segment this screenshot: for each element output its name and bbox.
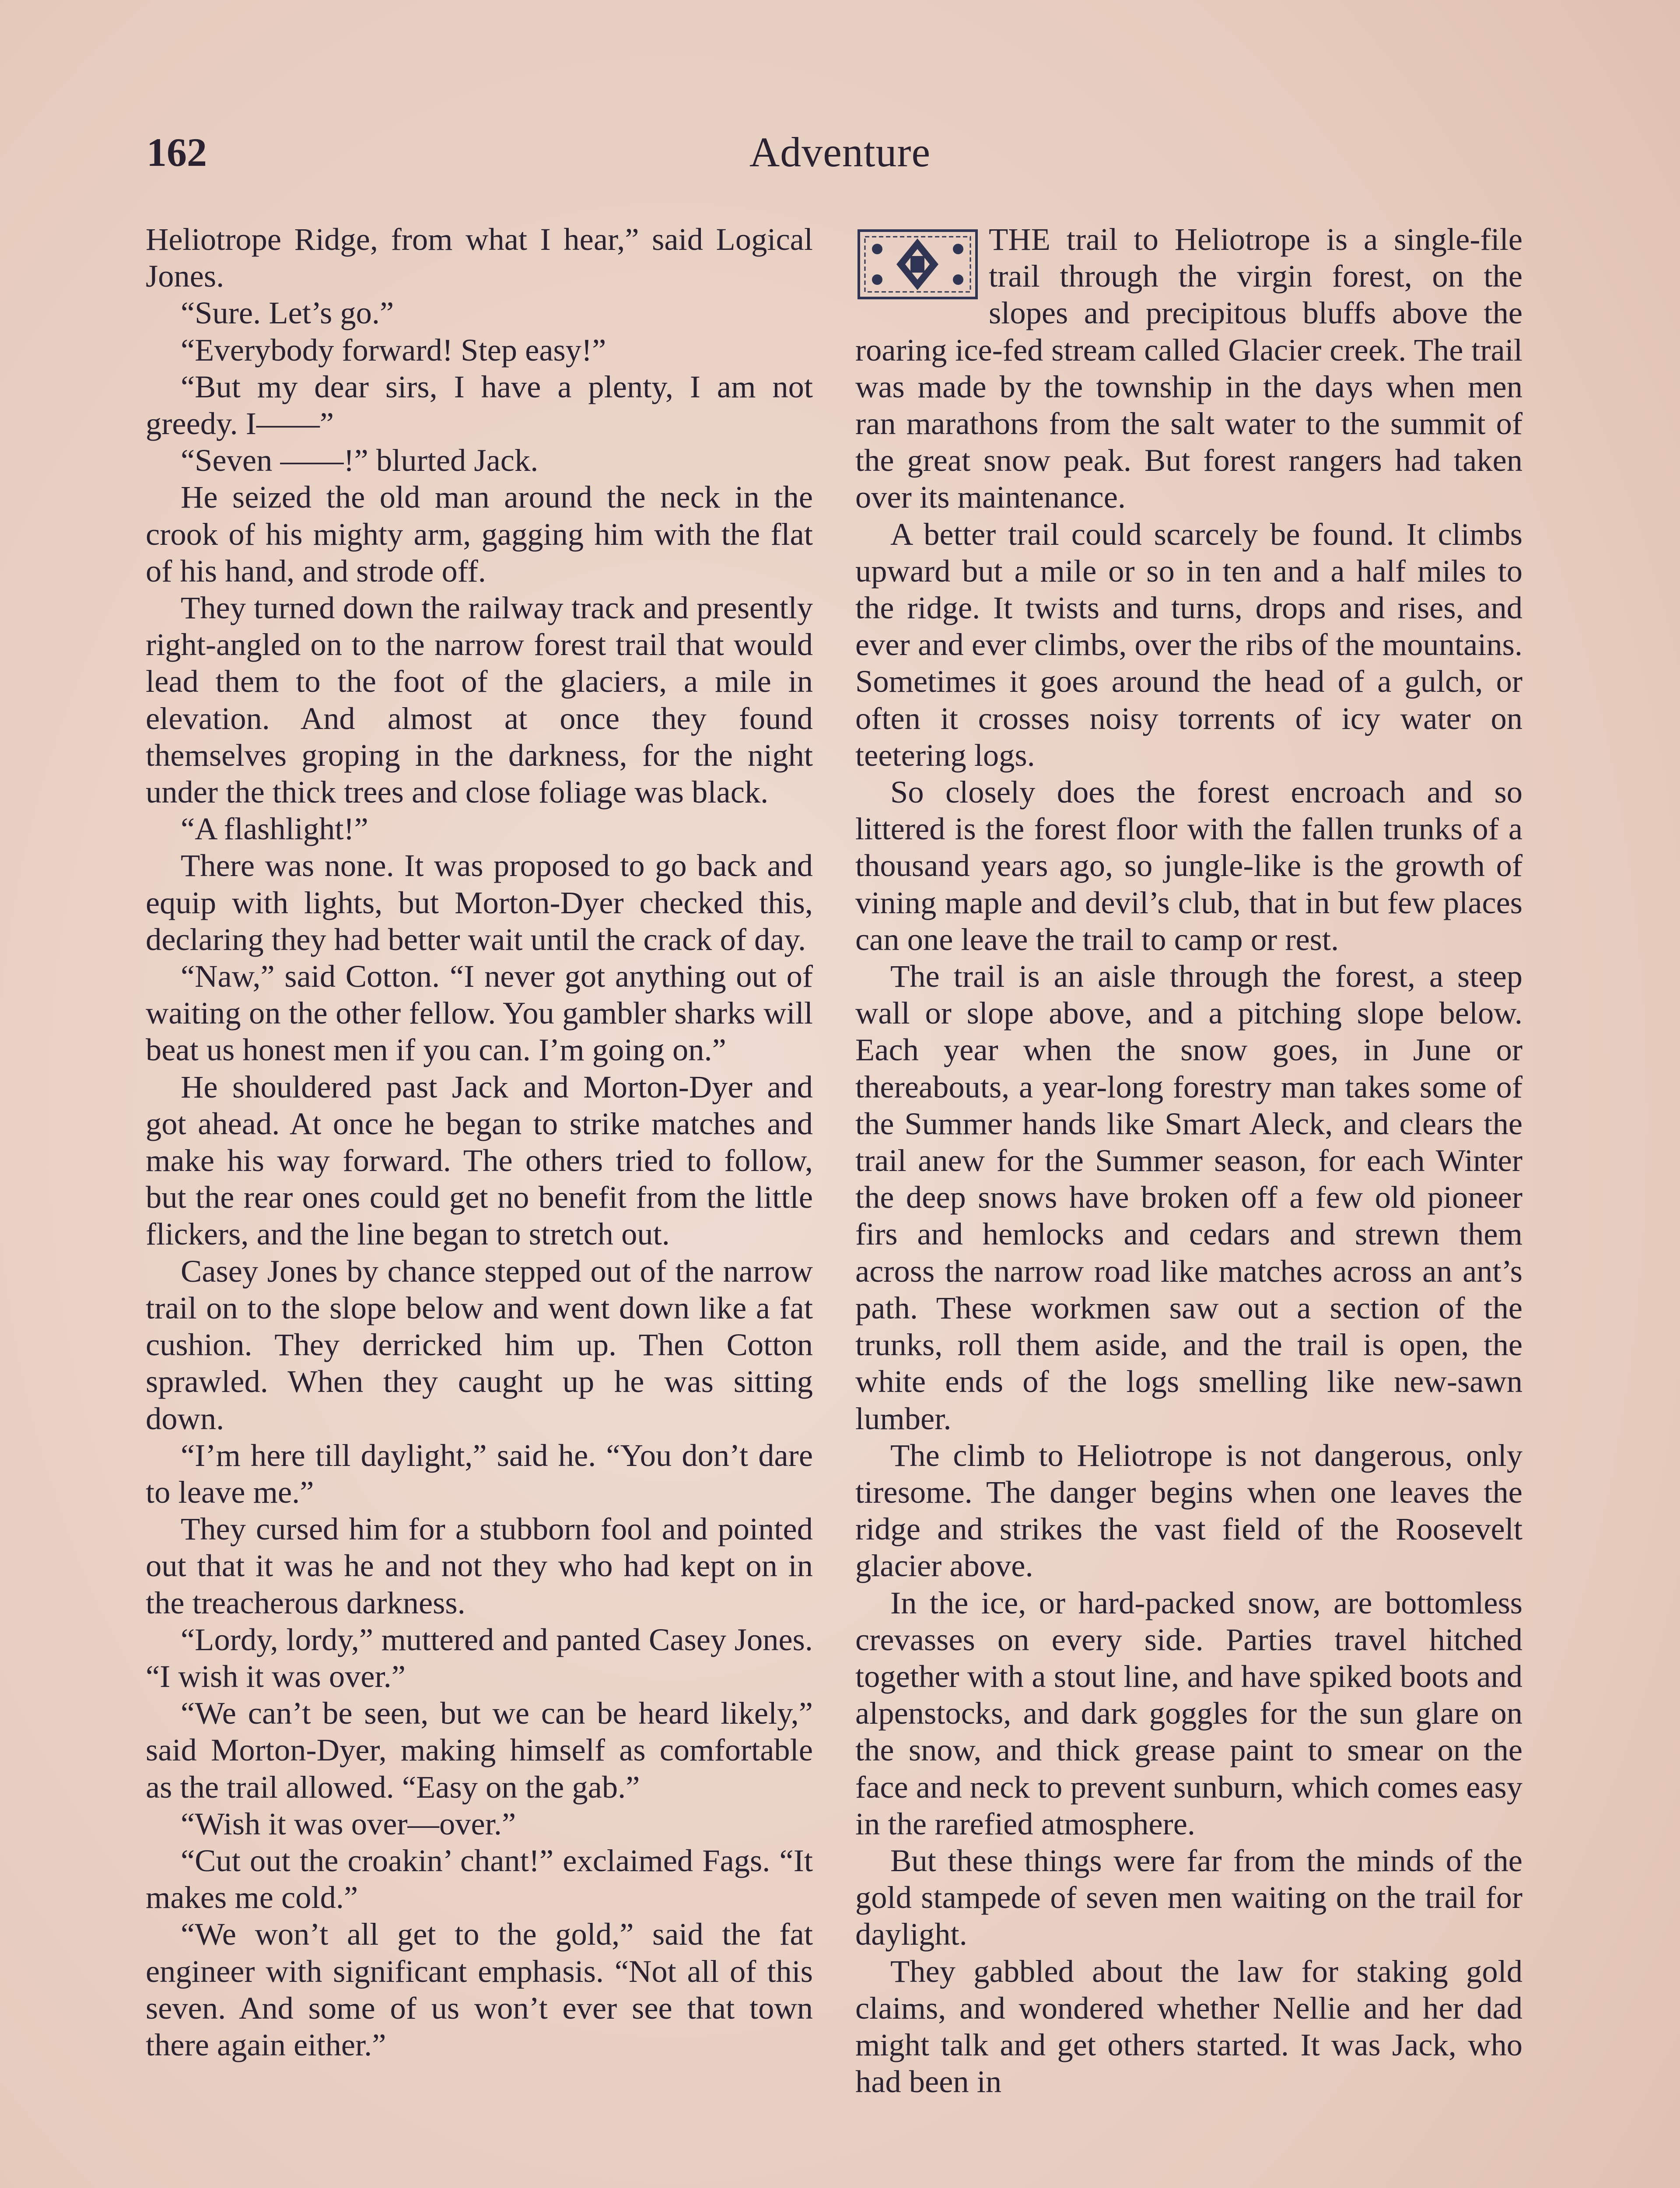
paragraph: “We can’t be seen, but we can be heard likely,” said Morton-Dyer, making himself as comfortable as the trail allowed. “Easy on the gab.”	[146, 1695, 813, 1805]
paragraph: Casey Jones by chance stepped out of the narrow trail on to the slope below and went down like a fat cushion. They derricked him up. Then Cotton sprawled. When they caught up he was sitting down.	[146, 1253, 813, 1436]
paragraph: The trail is an aisle through the forest, a steep wall or slope above, and a pitching slope below. Each year when the snow goes, in June or thereabouts, a year-long forestry man takes some of the Summer hands like Smart Aleck, and clears the trail anew for the Summer season, for each Winter the deep snows have broken off a few old pioneer firs and hemlocks and cedars and strewn them across the narrow road like matches across an ant’s path. These workmen saw out a section of the trunks, roll them aside, and the trail is open, the white ends of the logs smelling like new-sawn lumber.	[855, 958, 1522, 1436]
paragraph: So closely does the forest encroach and so littered is the forest floor with the fallen trunks of a thousand years ago, so jungle-like is the growth of vining maple and devil’s club, that in but few places can one leave the trail to camp or rest.	[855, 774, 1522, 957]
paragraph: But these things were far from the minds of the gold stampede of seven men waiting on the trail for daylight.	[855, 1842, 1522, 1952]
paragraph: He shouldered past Jack and Morton-Dyer and got ahead. At once he began to strike matches and make his way forward. The others tried to follow, but the rear ones could get no benefit from the little flickers, and the line began to stretch out.	[146, 1069, 813, 1252]
ornamental-initial-icon	[855, 227, 980, 302]
running-head: Adventure	[749, 129, 931, 175]
paragraph: They turned down the railway track and presently right-angled on to the narrow forest trail that would lead them to the foot of the glaciers, a mile in elevation. And almost at once they found themselves groping in the darkness, for the night under the thick trees and close foliage was black.	[146, 590, 813, 810]
paragraph: “I’m here till daylight,” said he. “You don’t dare to leave me.”	[146, 1437, 813, 1510]
paragraph: A better trail could scarcely be found. It climbs upward but a mile or so in ten and a half miles to the ridge. It twists and turns, drops and rises, and ever and ever climbs, over the ribs of the mountains. Sometimes it goes around the head of a gulch, or often it crosses noisy torrents of icy water on teetering logs.	[855, 516, 1522, 773]
paragraph: “Wish it was over—over.”	[181, 1806, 516, 1841]
paragraph: He seized the old man around the neck in the crook of his mighty arm, gagging him with the flat of his hand, and strode off.	[146, 479, 813, 589]
right-text-column	[855, 221, 1522, 2100]
paragraph: There was none. It was proposed to go back and equip with lights, but Morton-Dyer checked this, declaring they had better wait until the crack of day.	[146, 848, 813, 957]
paragraph: “Cut out the croakin’ chant!” exclaimed Fags. “It makes me cold.”	[146, 1842, 813, 1915]
paragraph: In the ice, or hard-packed snow, are bottomless crevasses on every side. Parties travel hitched together with a stout line, and have spiked boots and alpenstocks, and dark goggles for the sun glare on the snow, and thick grease paint to smear on the face and neck to prevent sunburn, which comes easy in the rarefied atmosphere.	[855, 1585, 1522, 1841]
paragraph: “We won’t all get to the gold,” said the fat engineer with significant emphasis. “Not all of this seven. And some of us won’t ever see that town there again either.”	[146, 1916, 813, 2062]
paragraph: “A flashlight!”	[181, 811, 368, 847]
paragraph-text: THE trail to Heliotrope is a single-file trail through the virgin forest, on the slopes and precipitous bluffs above the roaring ice-fed stream called Glacier creek. The trail was made by the township in the days when men ran marathons from the salt water to the summit of the great snow peak. But forest rangers had taken over its maintenance.	[855, 221, 1522, 515]
paragraph: “Lordy, lordy,” muttered and panted Casey Jones. “I wish it was over.”	[146, 1621, 813, 1694]
paragraph: “But my dear sirs, I have a plenty, I am not greedy. I——”	[146, 368, 813, 442]
section-opening-paragraph	[855, 221, 1522, 516]
page-number: 162	[147, 130, 207, 175]
paragraph: Heliotrope Ridge, from what I hear,” said Logical Jones.	[146, 221, 813, 294]
paragraph: They gabbled about the law for staking gold claims, and wondered whether Nellie and her dad might talk and get others started. It was Jack, who had been in	[855, 1953, 1522, 2100]
paragraph: “Seven ——!” blurted Jack.	[181, 442, 539, 478]
left-text-column	[146, 221, 813, 2063]
paragraph: The climb to Heliotrope is not dangerous, only tiresome. The danger begins when one leaves the ridge and strikes the vast field of the Roosevelt glacier above.	[855, 1437, 1522, 1584]
paragraph: They cursed him for a stubborn fool and pointed out that it was he and not they who had kept on in the treacherous darkness.	[146, 1511, 813, 1620]
paragraph: “Everybody forward! Step easy!”	[181, 332, 606, 368]
paragraph: “Naw,” said Cotton. “I never got anything out of waiting on the other fellow. You gambler sharks will beat us honest men if you can. I’m going on.”	[146, 958, 813, 1068]
paragraph: “Sure. Let’s go.”	[181, 295, 394, 331]
